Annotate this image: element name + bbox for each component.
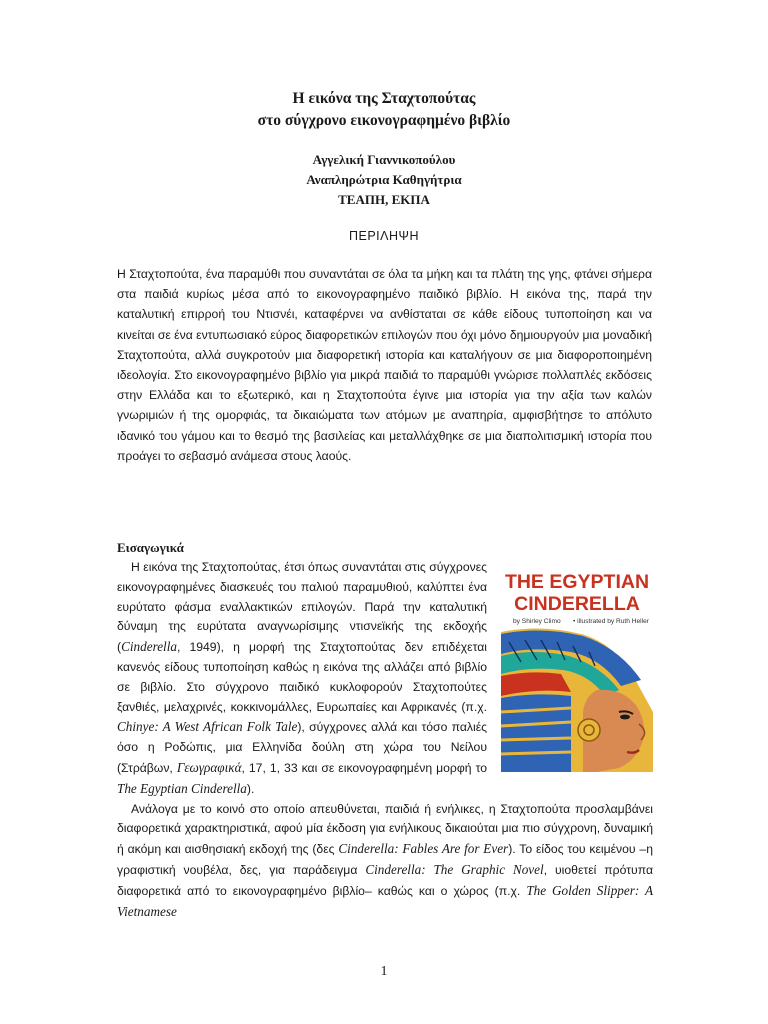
intro-paragraph-2: Ανάλογα με το κοινό στο οποίο απευθύνεται, παιδιά ή ενήλικες, η Σταχτοπούτα προσλαμβάνει διαφορετικά χαρακτηριστικά, αφού μία έκδοση για ενήλικους δικαιούται μια πιο σύγχρονη, δυναμική ή ακόμη και αισθησιακή εκδοχή της (δες Cinderella: Fables Are for Ever). Το είδος του κειμένου –η γραφιστική νουβέλα, δες, για παράδειγμα Cinderella: The Graphic Novel, υιοθετεί πρότυπα διαφορετικά από το εικονογραφημένο βιβλίο– καθώς και ο χώρος (π.χ. The Golden Slipper: A Vietnamese	[117, 801, 654, 919]
author-name: Αγγελική Γιαννικοπούλου	[312, 152, 456, 167]
intro-paragraph-1: Η εικόνα της Σταχτοπούτας, έτσι όπως συναντάται στις σύγχρονες εικονογραφημένες διασκευές του παλιού παραμυθιού, καλύπτει ένα ευρύτατο φάσμα εναλλακτικών επιλογών. Παρά την καταλυτική δύναμη της ευρύτατα αναγνωρίσιμης ντισνεϊκής της εκδοχής (Cinderella, 1949), η μορφή της Σταχτοπούτας δεν επιδέχεται κανενός είδους τυποποίηση καθώς η εικόνα της αλλάζει από βιβλίο σε βιβλίο. Στο σύγχρονο παιδικό κυκλοφορούν Σταχτοπούτες ξανθιές, μελαχρινές, κοκκινομάλλες, Ευρωπαίες και Αφρικανές (π.χ. Chinye: A West African Folk Tale), σύγχρονες αλλά και τόσο παλιές όσο η Ροδώπις, μια Ελληνίδα δούλη στη χώρα του Νείλου (Στράβων, Γεωγραφικά, 17, 1, 33 και σε εικονογραφημένη μορφή το The Egyptian Cinderella).	[117, 560, 487, 796]
cover-title-line-2: CINDERELLA	[514, 593, 640, 615]
book-cover-figure	[501, 562, 653, 772]
paper-title-line-2: στο σύγχρονο εικονογραφημένο βιβλίο	[257, 112, 511, 129]
cover-illustrator-credit: • illustrated by Ruth Heller	[573, 618, 649, 625]
cover-author-credit: by Shirley Climo	[513, 618, 561, 625]
egyptian-cinderella-cover-image	[501, 562, 653, 772]
cover-title-line-1: THE EGYPTIAN	[504, 571, 650, 593]
abstract-text: Η Σταχτοπούτα, ένα παραμύθι που συναντάται σε όλα τα μήκη και τα πλάτη της γης, φτάνει σήμερα στα παιδιά κυρίως μέσα από το εικονογραφημένο παιδικό βιβλίο. Η εικόνα της, παρά την καταλυτική επιρροή του Ντισνέι, καταφέρνει να ανθίσταται σε κάθε είδους τυποποίηση και να κινείται σε ένα εντυπωσιακό εύρος διαφορετικών επιλογών που όχι μόνο δημιουργούν μια μοναδική Σταχτοπούτα, αλλά συγκροτούν μια διαφορετική ιστορία και καταλήγουν σε μια διαφοροποιημένη ιδεολογία. Στο εικονογραφημένο βιβλίο για μικρά παιδιά το παραμύθι γνώρισε πολλαπλές εκδόσεις στην Ελλάδα και το εξωτερικό, και η Σταχτοπούτα έγινε μια ιστορία για την αξία των καλών γνωριμιών ή της ομορφιάς, τα δικαιώματα των ατόμων με αναπηρία, αμφισβήτησε το απόλυτο ιδανικό του γάμου και το θεσμό της βασιλείας και μεταλλάχθηκε σε μια διαπολιτισμική ιστορία που προάγει το σεβασμό ανάμεσα στους λαούς.	[117, 267, 652, 463]
section-heading-intro: Εισαγωγικά	[117, 540, 184, 555]
intro-body	[117, 558, 653, 922]
paper-title-line-1: Η εικόνα της Σταχτοπούτας	[292, 90, 476, 107]
abstract-heading: ΠΕΡΙΛΗΨΗ	[348, 229, 420, 243]
author-position: Αναπληρώτρια Καθηγήτρια	[306, 172, 462, 187]
page-number: 1	[380, 964, 388, 979]
author-affiliation: ΤΕΑΠΗ, ΕΚΠΑ	[338, 192, 430, 207]
